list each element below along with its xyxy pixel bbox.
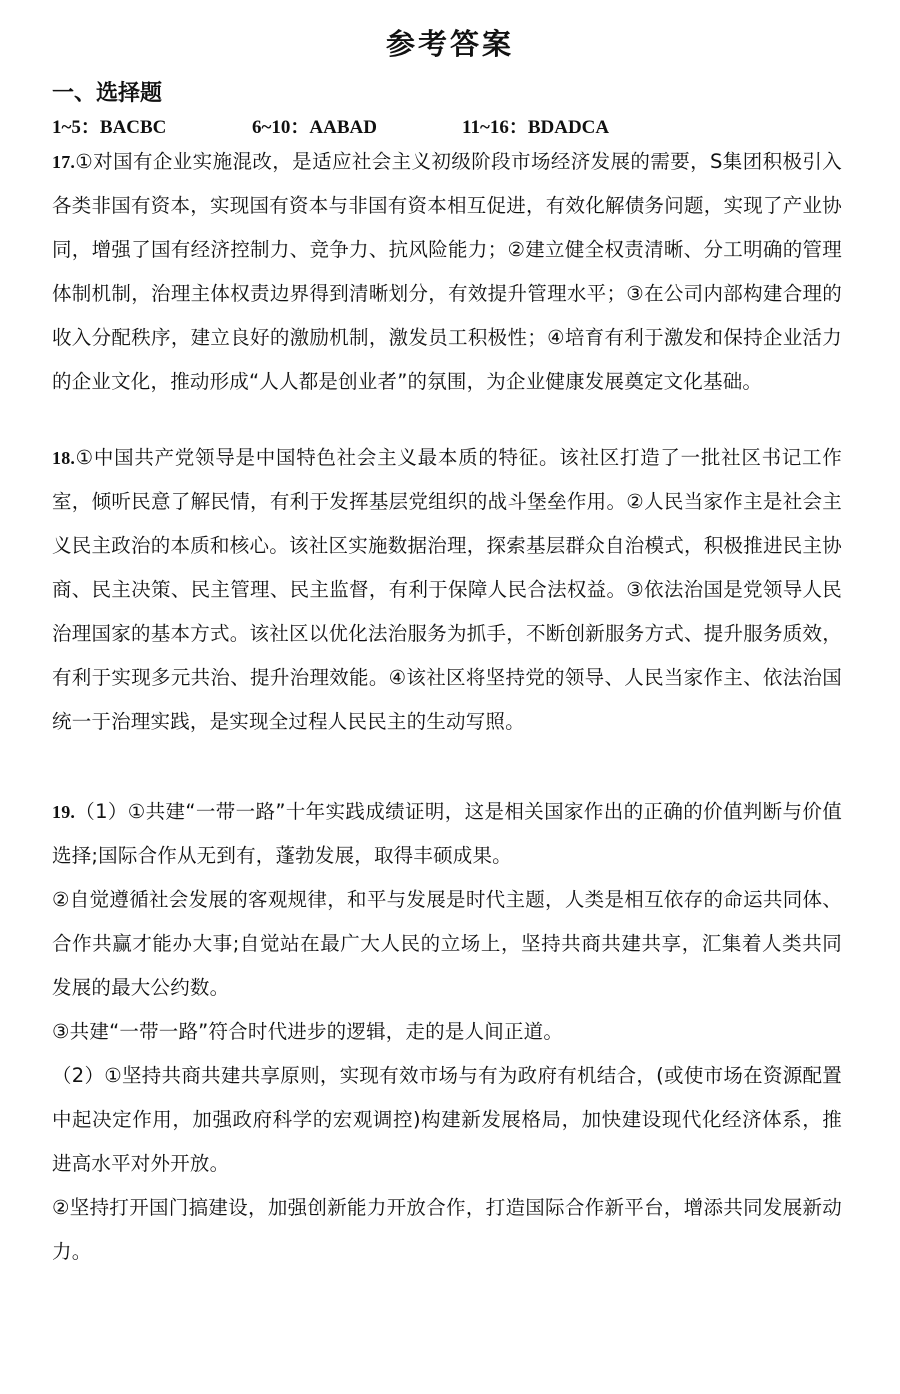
- question-17-answer: [52, 140, 842, 404]
- section-heading-multiple-choice: 一、选择题: [52, 81, 163, 106]
- answer-group-1-5: [52, 112, 166, 139]
- question-19-part1-point2: ②自觉遵循社会发展的客观规律，和平与发展是时代主题，人类是相互依存的命运共同体、合作共赢才能办大事;自觉站在最广大人民的立场上，坚持共商共建共享，汇集着人类共同发展的最大公约数。: [52, 888, 842, 999]
- question-19-part1-point3: ③共建“一带一路”符合时代进步的逻辑，走的是人间正道。: [52, 1020, 564, 1043]
- answer-letters: BDADCA: [527, 117, 610, 138]
- part-2-label: （2）: [52, 1064, 105, 1087]
- answer-range: 11~16：: [462, 117, 528, 138]
- question-18-text: ①中国共产党领导是中国特色社会主义最本质的特征。该社区打造了一批社区书记工作室，倾听民意了解民情，有利于发挥基层党组织的战斗堡垒作用。②人民当家作主是社会主义民主政治的本质和核心。该社区实施数据治理，探索基层群众自治模式，积极推进民主协商、民主决策、民主管理、民主监督，有利于保障人民合法权益。③依法治国是党领导人民治理国家的基本方式。该社区以优化法治服务为抓手，不断创新服务方式、提升服务质效，有利于实现多元共治、提升治理效能。④该社区将坚持党的领导、人民当家作主、依法治国统一于治理实践，是实现全过程人民民主的生动写照。: [52, 446, 842, 733]
- question-19-part2-point1: ①坚持共商共建共享原则，实现有效市场与有为政府有机结合，(或使市场在资源配置中起决定作用，加强政府科学的宏观调控)构建新发展格局，加快建设现代化经济体系，推进高水平对外开放。: [52, 1064, 842, 1175]
- answer-range: 1~5：: [52, 117, 100, 138]
- page-title: 参考答案: [385, 27, 514, 61]
- answer-letters: BACBC: [99, 117, 167, 138]
- question-19-answer: [52, 790, 842, 1274]
- answer-group-11-16: [462, 112, 609, 139]
- answer-group-6-10: [252, 112, 377, 139]
- question-18-answer: [52, 436, 842, 744]
- question-number: 19.: [52, 802, 76, 822]
- multiple-choice-answers: [52, 112, 852, 138]
- answer-range: 6~10：: [252, 117, 310, 138]
- answer-letters: AABAD: [309, 117, 377, 138]
- part-1-label: （1）: [75, 800, 128, 823]
- question-17-text: ①对国有企业实施混改，是适应社会主义初级阶段市场经济发展的需要，S集团积极引入各类非国有资本，实现国有资本与非国有资本相互促进，有效化解债务问题，实现了产业协同，增强了国有经济控制力、竞争力、抗风险能力；②建立健全权责清晰、分工明确的管理体制机制，治理主体权责边界得到清晰划分，有效提升管理水平；③在公司内部构建合理的收入分配秩序，建立良好的激励机制，激发员工积极性；④培育有利于激发和保持企业活力的企业文化，推动形成“人人都是创业者”的氛围，为企业健康发展奠定文化基础。: [52, 150, 842, 393]
- question-number: 17.: [52, 152, 76, 172]
- question-number: 18.: [52, 448, 76, 468]
- question-19-part1-point1: ①共建“一带一路”十年实践成绩证明，这是相关国家作出的正确的价值判断与价值选择;国际合作从无到有，蓬勃发展，取得丰硕成果。: [52, 800, 842, 867]
- question-19-part2-point2: ②坚持打开国门搞建设，加强创新能力开放合作，打造国际合作新平台，增添共同发展新动力。: [52, 1196, 842, 1263]
